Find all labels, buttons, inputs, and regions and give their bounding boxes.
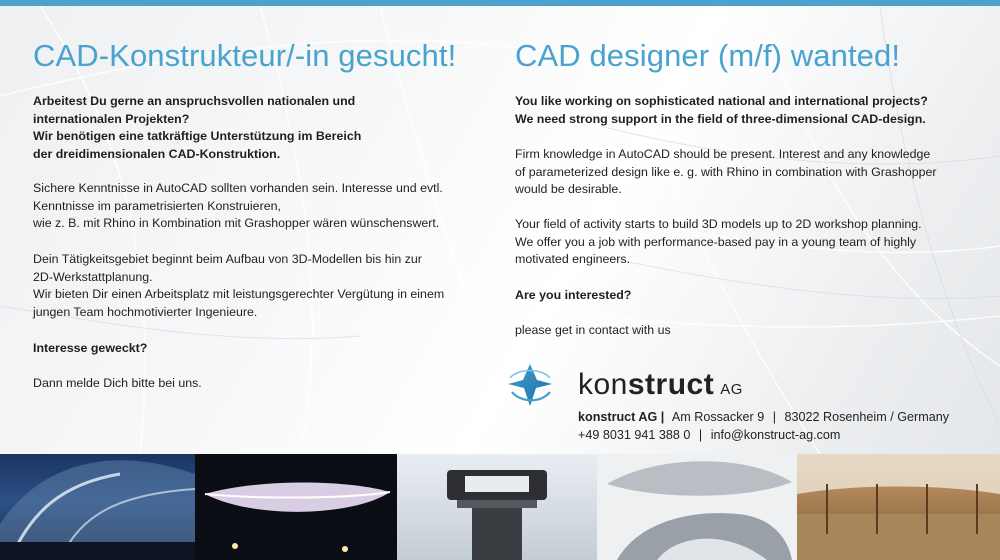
english-question: Are you interested? [515,288,632,302]
logo-suffix: AG [720,381,743,398]
logo-word-light: kon [578,368,628,401]
separator: | [698,428,703,442]
phone-number: +49 8031 941 388 0 [578,428,691,442]
english-call-to-action: please get in contact with us [515,323,671,337]
german-requirements: Sichere Kenntnisse in AutoCAD sollten vorhanden sein. Interesse und evtl. Kenntnisse im parametrisierten Konstruieren, wie z. B. mit Rhino in Kombination mit Grashopper wären wünschenswert. [33,181,443,230]
email-link[interactable]: info@konstruct-ag.com [710,428,841,442]
contact-phone-line [578,428,840,442]
german-headline: CAD-Konstrukteur/-in gesucht! [33,38,457,73]
street-address: Am Rossacker 9 [671,410,765,424]
project-photo-cad-model [597,454,797,560]
project-photo-steel-profile [397,454,597,560]
german-intro: Arbeitest Du gerne an anspruchsvollen nationalen und internationalen Projekten? Wir benötigen eine tatkräftige Unterstützung im Bereich der dreidimensionalen CAD-Konstruktion. [33,94,362,161]
project-photo-membrane-roof [0,454,195,560]
company-name: konstruct AG | [578,410,665,424]
konstruct-logo-icon [506,362,554,410]
separator: | [772,410,776,424]
english-activity: Your field of activity starts to build 3D models up to 2D workshop planning. We offer you a job with performance-based pay in a young team of highly motivated engineers. [515,217,922,266]
project-photo-strip [0,454,1000,560]
project-photo-night-canopy [195,454,397,560]
logo-word-bold: struct [627,368,715,401]
german-question: Interesse geweckt? [33,341,148,355]
german-call-to-action: Dann melde Dich bitte bei uns. [33,376,202,390]
project-photo-interior-hall [797,454,1000,560]
konstruct-logo-wordmark [578,368,743,402]
contact-address-line [578,410,949,424]
city-address: 83022 Rosenheim / Germany [784,410,950,424]
english-headline: CAD designer (m/f) wanted! [515,38,901,73]
german-activity: Dein Tätigkeitsgebiet beginnt beim Aufbau von 3D-Modellen bis hin zur 2D-Werkstattplanung. Wir bieten Dir einen Arbeitsplatz mit leistungsgerechter Vergütung in einem jungen Team hochmotivierter Ingenieure. [33,252,445,319]
english-requirements: Firm knowledge in AutoCAD should be present. Interest and any knowledge of parameterized design like e. g. with Rhino in combination with Grashopper would be desirable. [515,147,937,196]
english-intro: You like working on sophisticated national and international projects? We need strong support in the field of three-dimensional CAD-design. [515,94,928,126]
